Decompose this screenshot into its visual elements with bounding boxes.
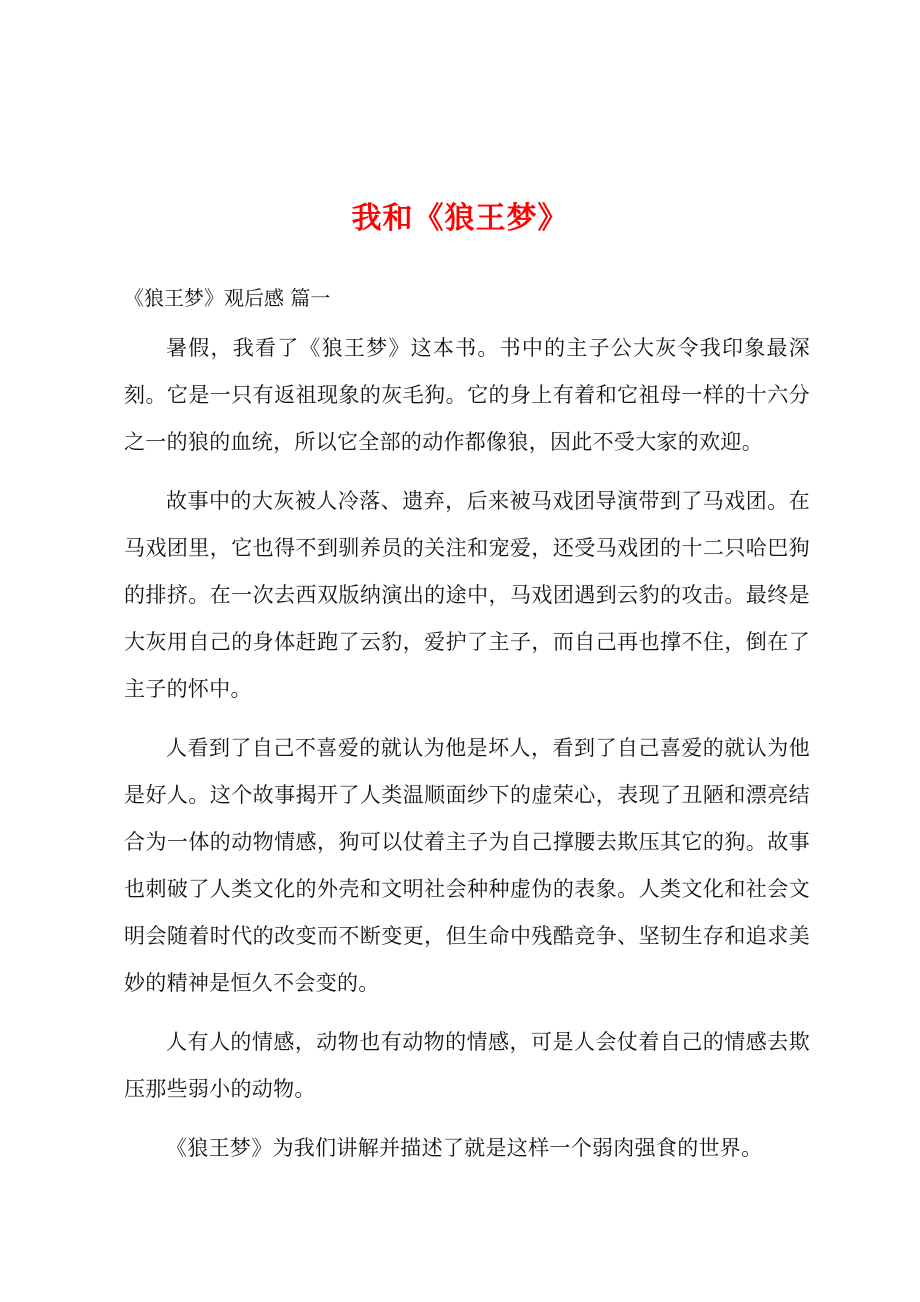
paragraph-3: 人看到了自己不喜爱的就认为他是坏人，看到了自己喜爱的就认为他是好人。这个故事揭开了人类温顺面纱下的虚荣心，表现了丑陋和漂亮结合为一体的动物情感，狗可以仗着主子为自己撑腰去欺压其它的狗。故事也刺破了人类文化的外壳和文明社会种种虚伪的表象。人类文化和社会文明会随着时代的改变而不断变更，但生命中残酷竞争、坚韧生存和追求美妙的精神是恒久不会变的。 [124,736,810,995]
paragraph-5: 《狼王梦》为我们讲解并描述了就是这样一个弱肉强食的世界。 [166,1136,763,1160]
document-title: 我和《狼王梦》 [351,201,569,236]
paragraph-4: 人有人的情感，动物也有动物的情感，可是人会仗着自己的情感去欺压那些弱小的动物。 [124,1030,810,1101]
paragraph-2: 故事中的大灰被人冷落、遗弃，后来被马戏团导演带到了马戏团。在马戏团里，它也得不到驯养员的关注和宠爱，还受马戏团的十二只哈巴狗的排挤。在一次去西双版纳演出的途中，马戏团遇到云豹的攻击。最终是大灰用自己的身体赶跑了云豹，爱护了主子，而自己再也撑不住，倒在了主子的怀中。 [124,489,810,701]
paragraph-1: 暑假，我看了《狼王梦》这本书。书中的主子公大灰令我印象最深刻。它是一只有返祖现象的灰毛狗。它的身上有着和它祖母一样的十六分之一的狼的血统，所以它全部的动作都像狼，因此不受大家的欢迎。 [124,336,810,454]
document-subtitle: 《狼王梦》观后感 篇一 [124,286,331,310]
document-body [124,325,810,1184]
